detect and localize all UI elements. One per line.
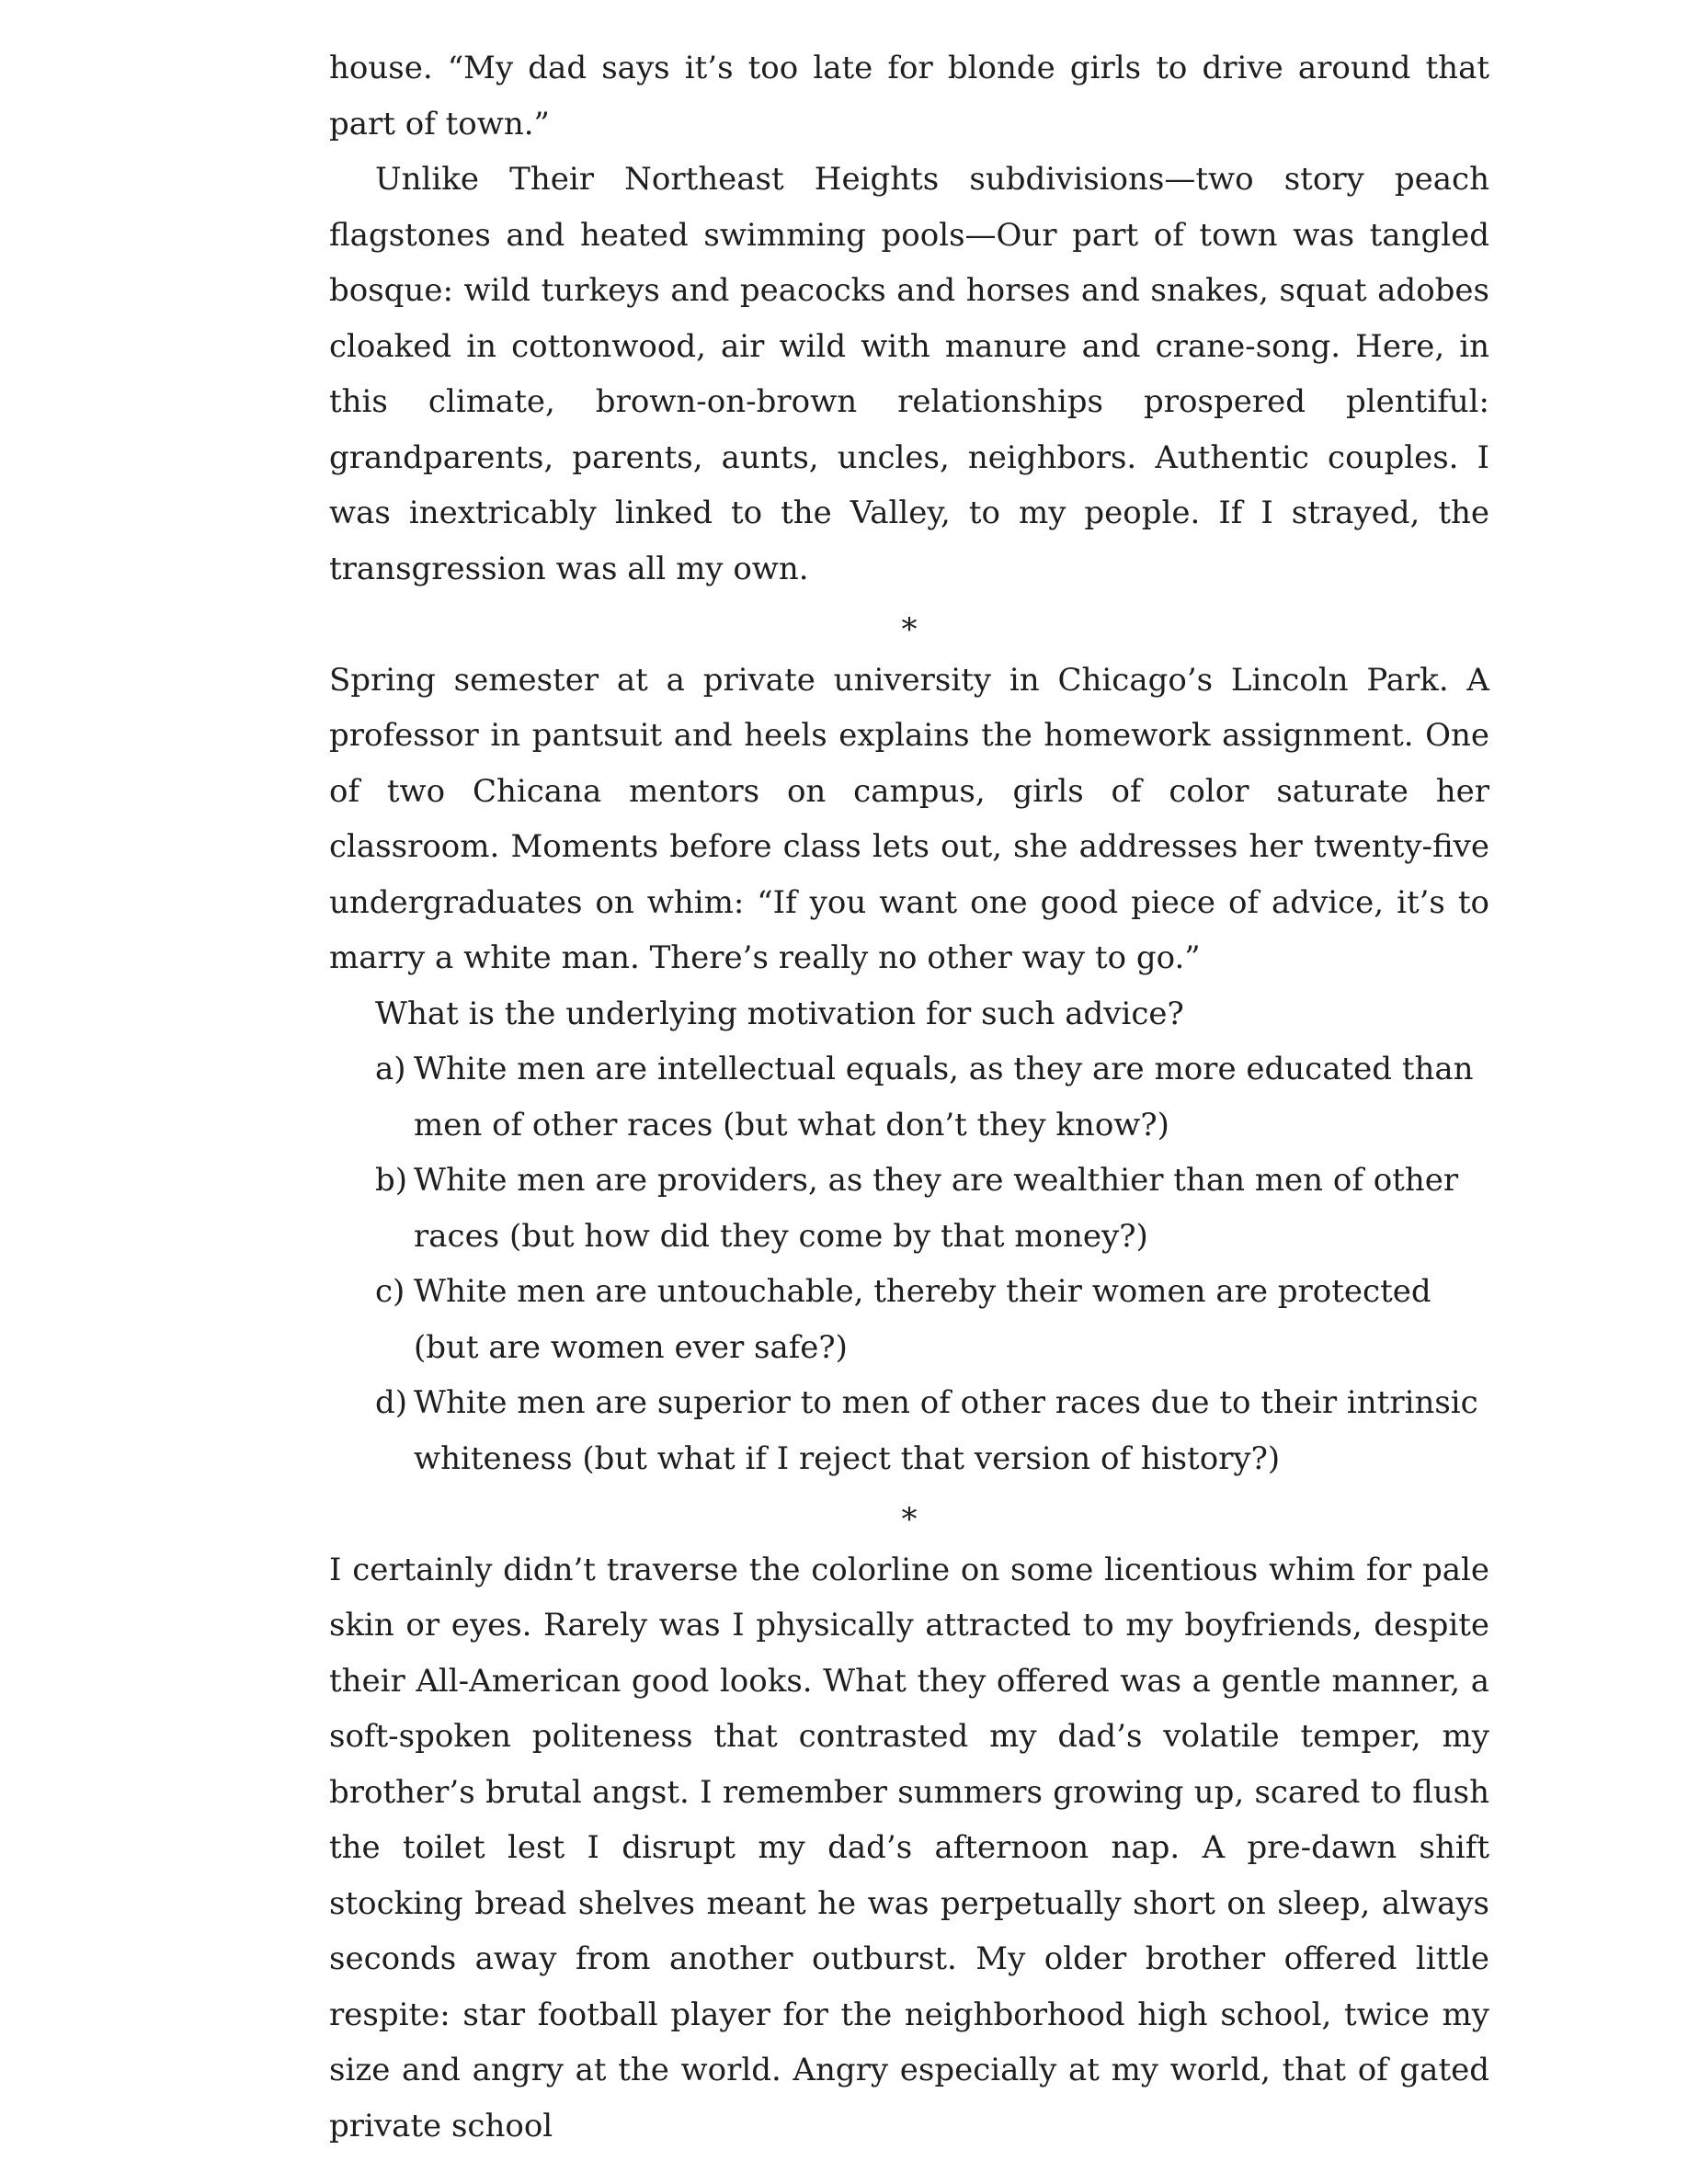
- paragraph-university: Spring semester at a private university in Chicago’s Lincoln Park. A professor in pantsuit and heels explains the homework assignment. One of two Chicana mentors on campus, girls of color saturate her classroom. Moments before class lets out, she addresses her twenty-five undergraduates on whim: “If you want one good piece of advice, it’s to marry a white man. There’s really no other way to go.”: [329, 661, 1489, 976]
- option-b-text: White men are providers, as they are wealthier than men of other races (but how did they come by that money?): [414, 1162, 1459, 1255]
- paragraph-valley: Unlike Their Northeast Heights subdivisions—two story peach flagstones and heated swimming pools—Our part of town was tangled bosque: wild turkeys and peacocks and horses and snakes, squat adobes cloaked in cottonwood, air wild with manure and crane-song. Here, in this climate, brown-on-brown relationships prospered plentiful: grandparents, parents, aunts, uncles, neighbors. Authentic couples. I was inextricably linked to the Valley, to my people. If I strayed, the transgression was all my own.: [329, 161, 1489, 587]
- option-a-letter: a): [375, 1051, 406, 1087]
- option-a-text: White men are intellectual equals, as they are more educated than men of other races (but what don’t they know?): [414, 1051, 1474, 1143]
- paragraph-continued: house. “My dad says it’s too late for blonde girls to drive around that part of town.”: [329, 50, 1489, 142]
- section-separator-1: *: [901, 611, 918, 648]
- option-b: [329, 1153, 1489, 1264]
- option-d: [329, 1375, 1489, 1486]
- option-c: [329, 1264, 1489, 1375]
- option-c-text: White men are untouchable, thereby their women are protected (but are women ever safe?): [414, 1273, 1431, 1366]
- option-b-letter: b): [375, 1162, 408, 1199]
- question-line: What is the underlying motivation for such advice?: [375, 995, 1184, 1032]
- section-separator-2: *: [901, 1501, 918, 1538]
- option-c-letter: c): [375, 1273, 405, 1310]
- option-d-letter: d): [375, 1384, 408, 1421]
- option-a: [329, 1041, 1489, 1153]
- answer-options: [329, 1041, 1489, 1486]
- paragraph-colorline: I certainly didn’t traverse the colorline on some licentious whim for pale skin or eyes. Rarely was I physically attracted to my boyfriends, despite their All-American good looks. What they offered was a gentle manner, a soft-spoken politeness that contrasted my dad’s volatile temper, my brother’s brutal angst. I remember summers growing up, scared to flush the toilet lest I disrupt my dad’s afternoon nap. A pre-dawn shift stocking bread shelves meant he was perpetually short on sleep, always seconds away from another outburst. My older brother offered little respite: star football player for the neighborhood high school, twice my size and angry at the world. Angry especially at my world, that of gated private school: [329, 1551, 1489, 2144]
- book-page: [329, 40, 1489, 2154]
- option-d-text: White men are superior to men of other races due to their intrinsic whiteness (but what if I reject that version of history?): [414, 1384, 1478, 1477]
